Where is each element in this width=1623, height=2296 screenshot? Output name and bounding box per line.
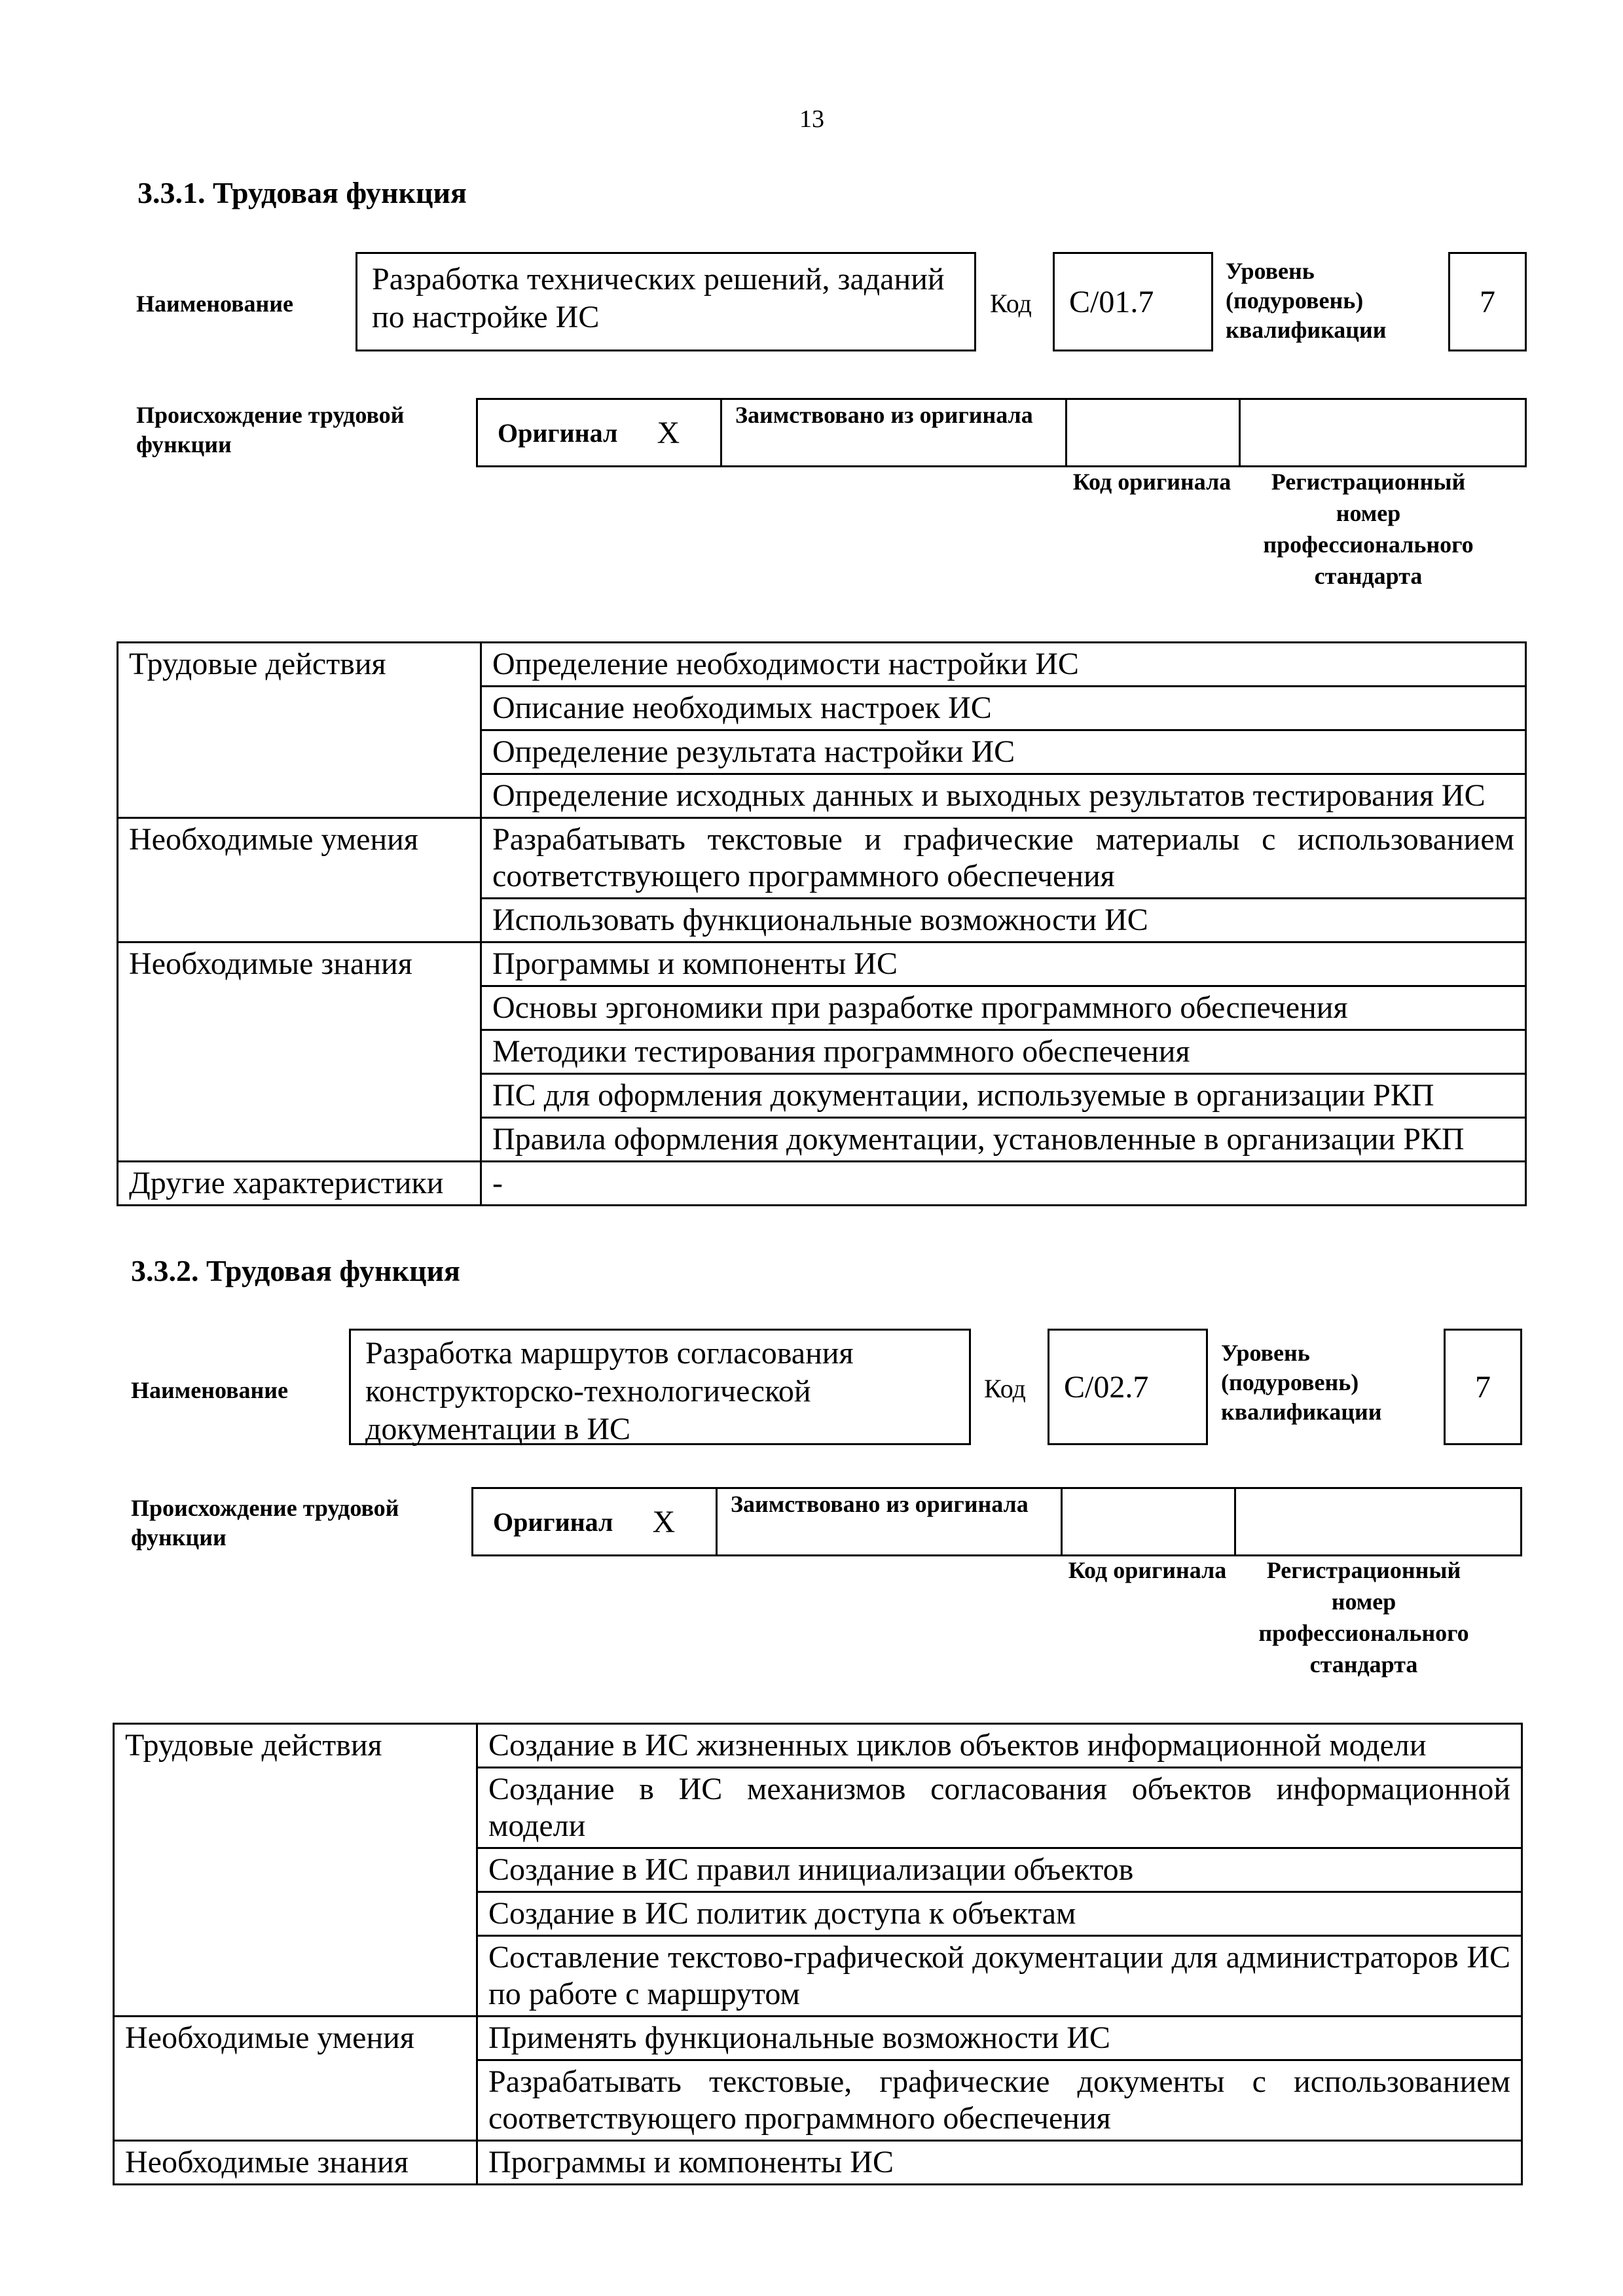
original-code-caption-1: Код оригинала xyxy=(1072,469,1231,495)
origin-label-2: Происхождение трудовой функции xyxy=(131,1495,399,1551)
table-cell: Программы и компоненты ИС xyxy=(481,942,1526,986)
category-cell: Необходимые знания xyxy=(114,2141,477,2185)
table-cell: Программы и компоненты ИС xyxy=(477,2141,1522,2185)
reg-number-caption-1: Регистрационный номер профессионального стандарта xyxy=(1263,469,1474,589)
original-label-1: Оригинал xyxy=(498,418,618,448)
table-cell: Применять функциональные возможности ИС xyxy=(477,2017,1522,2060)
category-cell: Необходимые умения xyxy=(114,2017,477,2141)
table-cell: Создание в ИС правил инициализации объектов xyxy=(477,1848,1522,1892)
original-cell-2 xyxy=(473,1489,718,1554)
table-cell: Составление текстово-графической документации для администраторов ИС по работе с маршрутом xyxy=(477,1936,1522,2017)
original-code-cell-1 xyxy=(1067,400,1241,465)
origin-row-2 xyxy=(471,1487,1522,1556)
level-box-2: 7 xyxy=(1444,1329,1522,1445)
code-label-2: Код xyxy=(984,1374,1026,1403)
origin-row-1 xyxy=(476,398,1527,467)
original-code-caption-2: Код оригинала xyxy=(1068,1557,1227,1583)
level-label-2: Уровень (подуровень) квалификации xyxy=(1221,1340,1382,1425)
borrowed-cell-2: Заимствовано из оригинала xyxy=(718,1489,1063,1554)
function-name-box-1: Разработка технических решений, заданий по настройке ИС xyxy=(356,252,976,351)
original-cell-1 xyxy=(478,400,722,465)
table-cell: Создание в ИС политик доступа к объектам xyxy=(477,1892,1522,1936)
code-label-1: Код xyxy=(990,289,1032,318)
level-box-1: 7 xyxy=(1448,252,1527,351)
original-code-cell-2 xyxy=(1063,1489,1236,1554)
reg-number-cell-2 xyxy=(1236,1489,1520,1554)
original-mark-2: X xyxy=(652,1504,676,1539)
table-cell: Разрабатывать текстовые и графические материалы с использованием соответствующего программного обеспечения xyxy=(481,818,1526,899)
table-cell: ПС для оформления документации, используемые в организации РКП xyxy=(481,1074,1526,1118)
table-cell: Описание необходимых настроек ИС xyxy=(481,687,1526,730)
level-label-1: Уровень (подуровень) квалификации xyxy=(1226,258,1387,343)
table-cell: Создание в ИС жизненных циклов объектов информационной модели xyxy=(477,1724,1522,1768)
origin-label-1: Происхождение трудовой функции xyxy=(136,402,405,457)
code-box-2: С/02.7 xyxy=(1048,1329,1208,1445)
category-cell: Трудовые действия xyxy=(114,1724,477,2017)
function-table-2 xyxy=(113,1723,1523,2185)
original-mark-1: X xyxy=(657,415,680,450)
reg-number-cell-1 xyxy=(1241,400,1525,465)
category-cell: Другие характеристики xyxy=(118,1162,481,1206)
table-cell: Определение результата настройки ИС xyxy=(481,730,1526,774)
code-box-1: С/01.7 xyxy=(1053,252,1213,351)
table-cell: Методики тестирования программного обеспечения xyxy=(481,1030,1526,1074)
borrowed-cell-1: Заимствовано из оригинала xyxy=(722,400,1067,465)
category-cell: Необходимые умения xyxy=(118,818,481,942)
name-label-2: Наименование xyxy=(131,1377,288,1403)
table-cell: Определение необходимости настройки ИС xyxy=(481,643,1526,687)
function-table-1 xyxy=(117,641,1527,1206)
page-number: 13 xyxy=(799,105,824,133)
category-cell: Трудовые действия xyxy=(118,643,481,818)
section-title-1: 3.3.1. Трудовая функция xyxy=(137,176,467,209)
original-label-2: Оригинал xyxy=(493,1507,613,1537)
table-cell: Создание в ИС механизмов согласования объектов информационной модели xyxy=(477,1768,1522,1848)
function-name-box-2: Разработка маршрутов согласования конструкторско-технологической документации в ИС xyxy=(349,1329,971,1445)
name-label-1: Наименование xyxy=(136,291,293,317)
table-cell: Основы эргономики при разработке программного обеспечения xyxy=(481,986,1526,1030)
table-cell: Разрабатывать текстовые, графические документы с использованием соответствующего программного обеспечения xyxy=(477,2060,1522,2141)
reg-number-caption-2: Регистрационный номер профессионального стандарта xyxy=(1258,1557,1469,1677)
table-cell: Определение исходных данных и выходных результатов тестирования ИС xyxy=(481,774,1526,818)
category-cell: Необходимые знания xyxy=(118,942,481,1162)
table-cell: Правила оформления документации, установленные в организации РКП xyxy=(481,1118,1526,1162)
table-cell: Использовать функциональные возможности ИС xyxy=(481,899,1526,942)
table-cell: - xyxy=(481,1162,1526,1206)
section-title-2: 3.3.2. Трудовая функция xyxy=(131,1254,460,1287)
